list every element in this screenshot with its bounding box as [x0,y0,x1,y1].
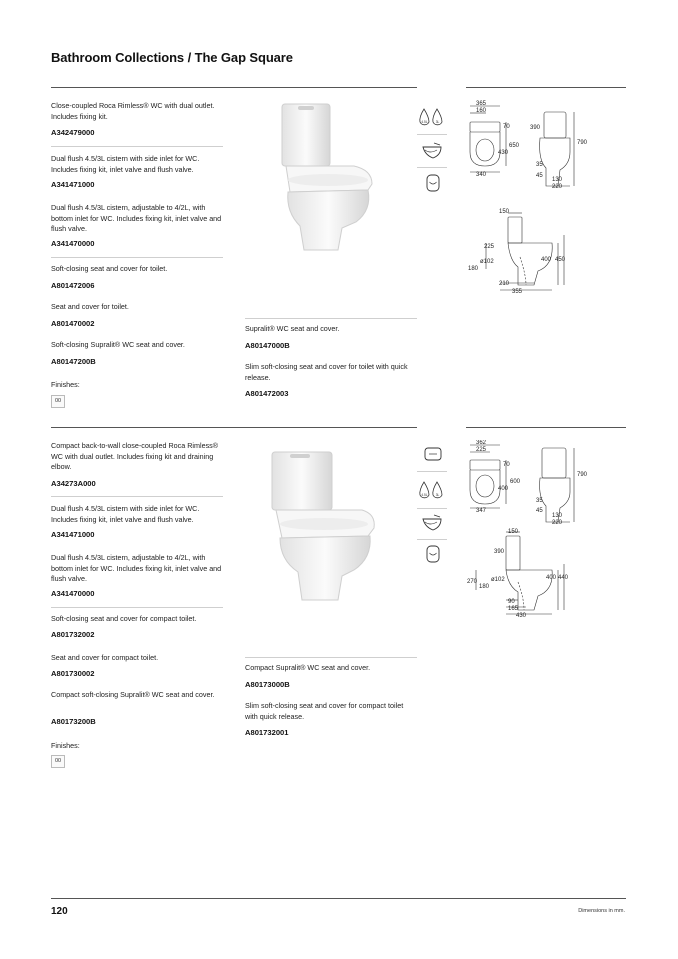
item-description: Supralit® WC seat and cover. [245,324,340,333]
dimension-label: 390 [494,549,505,555]
dimension-label: 430 [516,613,527,619]
dimension-label: 790 [577,140,588,146]
divider [245,427,417,428]
flush-volume-label: 3L [435,120,440,124]
finish-swatch: 00 [51,395,65,408]
dimension-label: 130 [552,513,563,519]
soft-close-seat-icon [420,172,446,194]
item-code: A342479000 [51,128,95,137]
item-code: A341470000 [51,589,95,598]
soft-close-seat-icon [420,443,446,465]
item-description: Slim soft-closing seat and cover for toilet with quick release. [245,362,408,382]
dimension-label: 150 [508,529,519,535]
item-code: A34273A000 [51,479,96,488]
dimension-label: 220 [552,184,563,190]
flush-volume-label: 4.5L [421,493,428,497]
dimension-label: 790 [577,472,588,478]
item-code: A341470000 [51,239,95,248]
dimension-label: 430 [498,150,509,156]
item-code: A341471000 [51,180,95,189]
divider [51,87,245,88]
item-description: Dual flush 4.5/3L cistern with side inlet for WC. Includes fixing kit, inlet valve and flush valve. [51,154,200,174]
divider [466,87,626,88]
divider [245,657,417,658]
rimless-flush-icon [420,141,446,163]
dimension-label: 70 [503,124,510,130]
dimension-label: 220 [552,520,563,526]
divider [245,87,417,88]
item-code: A801732001 [245,728,289,737]
dimensions-note: Dimensions in mm. [578,908,625,914]
divider [417,539,447,540]
item-code: A801732002 [51,630,95,639]
item-code: A341471000 [51,530,95,539]
flush-volume-label: 4.5L [421,120,428,124]
item-code: A801472003 [245,389,289,398]
item-code: A80173200B [51,717,96,726]
dimension-label: 355 [512,289,523,295]
item-description: Soft-closing seat and cover for toilet. [51,264,168,273]
dimension-label: 225 [484,244,495,250]
dimension-label: 400 [546,575,557,581]
item-code: A801472006 [51,281,95,290]
flush-volume-label: 3L [435,493,440,497]
dimension-label: 90 [508,599,515,605]
item-code: A80173000B [245,680,290,689]
dimension-label: 130 [552,177,563,183]
divider [417,471,447,472]
item-description: Seat and cover for compact toilet. [51,653,159,662]
toilet-photo [268,100,408,260]
technical-drawing-side [466,528,626,625]
technical-drawing-top [466,100,626,200]
dimension-label: 400 [498,486,509,492]
dimension-label: 650 [509,143,520,149]
soft-close-seat-icon [420,543,446,565]
item-code: A80147200B [51,357,96,366]
dimension-label: 180 [468,266,479,272]
dimension-label: 35 [536,162,543,168]
dual-flush-icon [418,480,444,502]
divider [51,146,223,147]
divider [51,496,223,497]
dimension-label: 35 [536,498,543,504]
dimension-label: 270 [467,579,478,585]
dimension-label: ø102 [480,259,494,265]
dimension-label: 400 [541,257,552,263]
dimension-label: 390 [530,125,541,131]
dual-flush-icon [418,107,444,129]
item-description: Soft-closing seat and cover for compact toilet. [51,614,197,623]
footer-divider [51,898,626,899]
item-description: Compact Supralit® WC seat and cover. [245,663,371,672]
dimension-label: 225 [476,447,487,453]
item-code: A801730002 [51,669,95,678]
item-description: Compact back-to-wall close-coupled Roca Rimless® WC with dual outlet. Includes fixing kit and draining elbow. [51,441,219,471]
dimension-label: 160 [476,108,487,114]
item-code: A801470002 [51,319,95,328]
item-description: Seat and cover for toilet. [51,302,129,311]
item-description: Dual flush 4.5/3L cistern, adjustable to 4/2L, with bottom inlet for WC. Includes fixing kit, inlet valve and flush valve. [51,553,222,583]
divider [417,167,447,168]
dimension-label: 150 [499,209,510,215]
dimension-label: 365 [476,101,487,107]
dimension-label: 45 [536,173,543,179]
dimension-label: 70 [503,462,510,468]
dimension-label: 347 [476,508,487,514]
item-code: A80147000B [245,341,290,350]
dimension-label: 440 [558,575,569,581]
divider [466,427,626,428]
technical-drawing-side [466,205,626,302]
dimension-label: 600 [510,479,521,485]
item-description: Dual flush 4.5/3L cistern with side inlet for WC. Includes fixing kit, inlet valve and flush valve. [51,504,200,524]
finishes-label: Finishes: [51,741,80,750]
page-title: Bathroom Collections / The Gap Square [51,50,293,65]
item-description: Compact soft-closing Supralit® WC seat and cover. [51,690,215,699]
divider [51,607,223,608]
dimension-label: 165 [508,606,519,612]
divider [417,508,447,509]
dimension-label: 45 [536,508,543,514]
dimension-label: 210 [499,281,510,287]
item-description: Slim soft-closing seat and cover for compact toilet with quick release. [245,701,404,721]
item-description: Dual flush 4.5/3L cistern, adjustable to 4/2L, with bottom inlet for WC. Includes fixing kit, inlet valve and flush valve. [51,203,222,233]
toilet-photo [262,440,412,610]
dimension-label: 362 [476,440,487,446]
item-description: Close-coupled Roca Rimless® WC with dual outlet. Includes fixing kit. [51,101,215,121]
divider [417,134,447,135]
finish-swatch: 00 [51,755,65,768]
divider [51,257,223,258]
finishes-label: Finishes: [51,380,80,389]
dimension-label: 450 [555,257,566,263]
divider [245,318,417,319]
rimless-flush-icon [420,513,446,535]
divider [51,427,245,428]
dimension-label: ø102 [491,577,505,583]
technical-drawing-top [466,440,626,535]
dimension-label: 180 [479,584,490,590]
page-number: 120 [51,906,68,917]
item-description: Soft-closing Supralit® WC seat and cover. [51,340,185,349]
dimension-label: 340 [476,172,487,178]
